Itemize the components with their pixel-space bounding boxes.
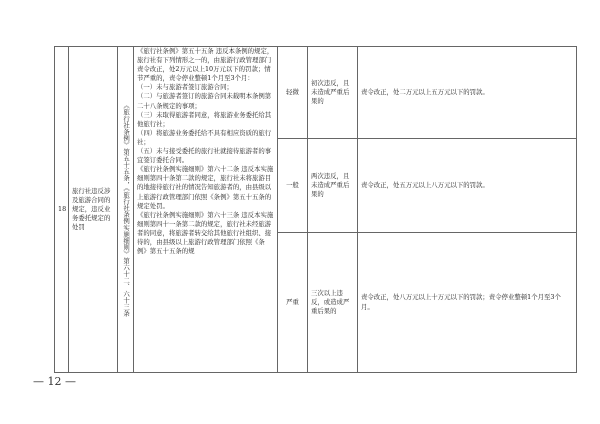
legal-basis-cell xyxy=(118,47,134,373)
violation-circumstance: 两次违反，且未造成严重后果的 xyxy=(308,139,358,233)
clause-paragraph: （三）未取得旅游者同意，将旅游业务委托给其他旅行社； xyxy=(137,110,272,128)
violation-item: 旅行社违反涉及旅游合同的规定，违反业务委托规定的处罚 xyxy=(69,47,118,373)
discretion-level: 轻微 xyxy=(278,47,308,139)
clause-paragraph: （四）将旅游业务委托给不具有相应资质的旅行社； xyxy=(137,128,272,146)
violation-circumstance: 三次以上违反，或造成严重后果的 xyxy=(308,233,358,373)
clause-paragraph: （二）与旅游者签订的旅游合同未载明本条例第二十八条规定的事项； xyxy=(137,92,272,110)
penalty-standard: 责令改正，处八万元以上十万元以下的罚款；责令停业整顿1个月至3个月。 xyxy=(358,233,577,373)
clause-paragraph: （一）未与旅游者签订旅游合同； xyxy=(137,83,233,92)
legal-clause-text xyxy=(134,47,278,373)
clause-paragraph: 《旅行社条例实施细则》第六十二条 违反本实施细则第四十条第二款的规定，旅行社未将旅游目的地接待旅行社的情况告知旅游者的，由县级以上旅游行政管理部门依照《条例》第五十五条的规定处罚。 xyxy=(137,165,274,210)
discretion-level: 一般 xyxy=(278,139,308,233)
clause-paragraph: （五）未与接受委托的旅行社就接待旅游者的事宜签订委托合同。 xyxy=(137,147,272,165)
penalty-standard-table xyxy=(54,46,577,373)
row-number: 18 xyxy=(55,47,69,373)
clause-paragraph: 《旅行社条例实施细则》第六十三条 违反本实施细则第四十一条第二款的规定，旅行社未经旅游者的同意，将旅游者转交给其他旅行社组织、接待的，由县级以上旅游行政管理部门依照《条例》第五十五条的规 xyxy=(137,210,274,256)
violation-circumstance: 初次违反，且未造成严重后果的 xyxy=(308,47,358,139)
discretion-level: 严重 xyxy=(278,233,308,373)
legal-basis: 《旅行社条例》第五十五条，《旅行社条例实施细则》第六十二、六十三条 xyxy=(122,102,131,317)
penalty-standard: 责令改正，处二万元以上五万元以下的罚款。 xyxy=(358,47,577,139)
penalty-standard: 责令改正，处五万元以上八万元以下的罚款。 xyxy=(358,139,577,233)
clause-paragraph: 《旅行社条例》第五十五条 违反本条例的规定，旅行社有下列情形之一的，由旅游行政管理部门责令改正，处2万元以上10万元以下的罚款；情节严重的，责令停业整顿1个月至3个月： xyxy=(137,47,274,83)
table-row xyxy=(55,47,577,139)
page-number: — 12 — xyxy=(33,375,76,388)
